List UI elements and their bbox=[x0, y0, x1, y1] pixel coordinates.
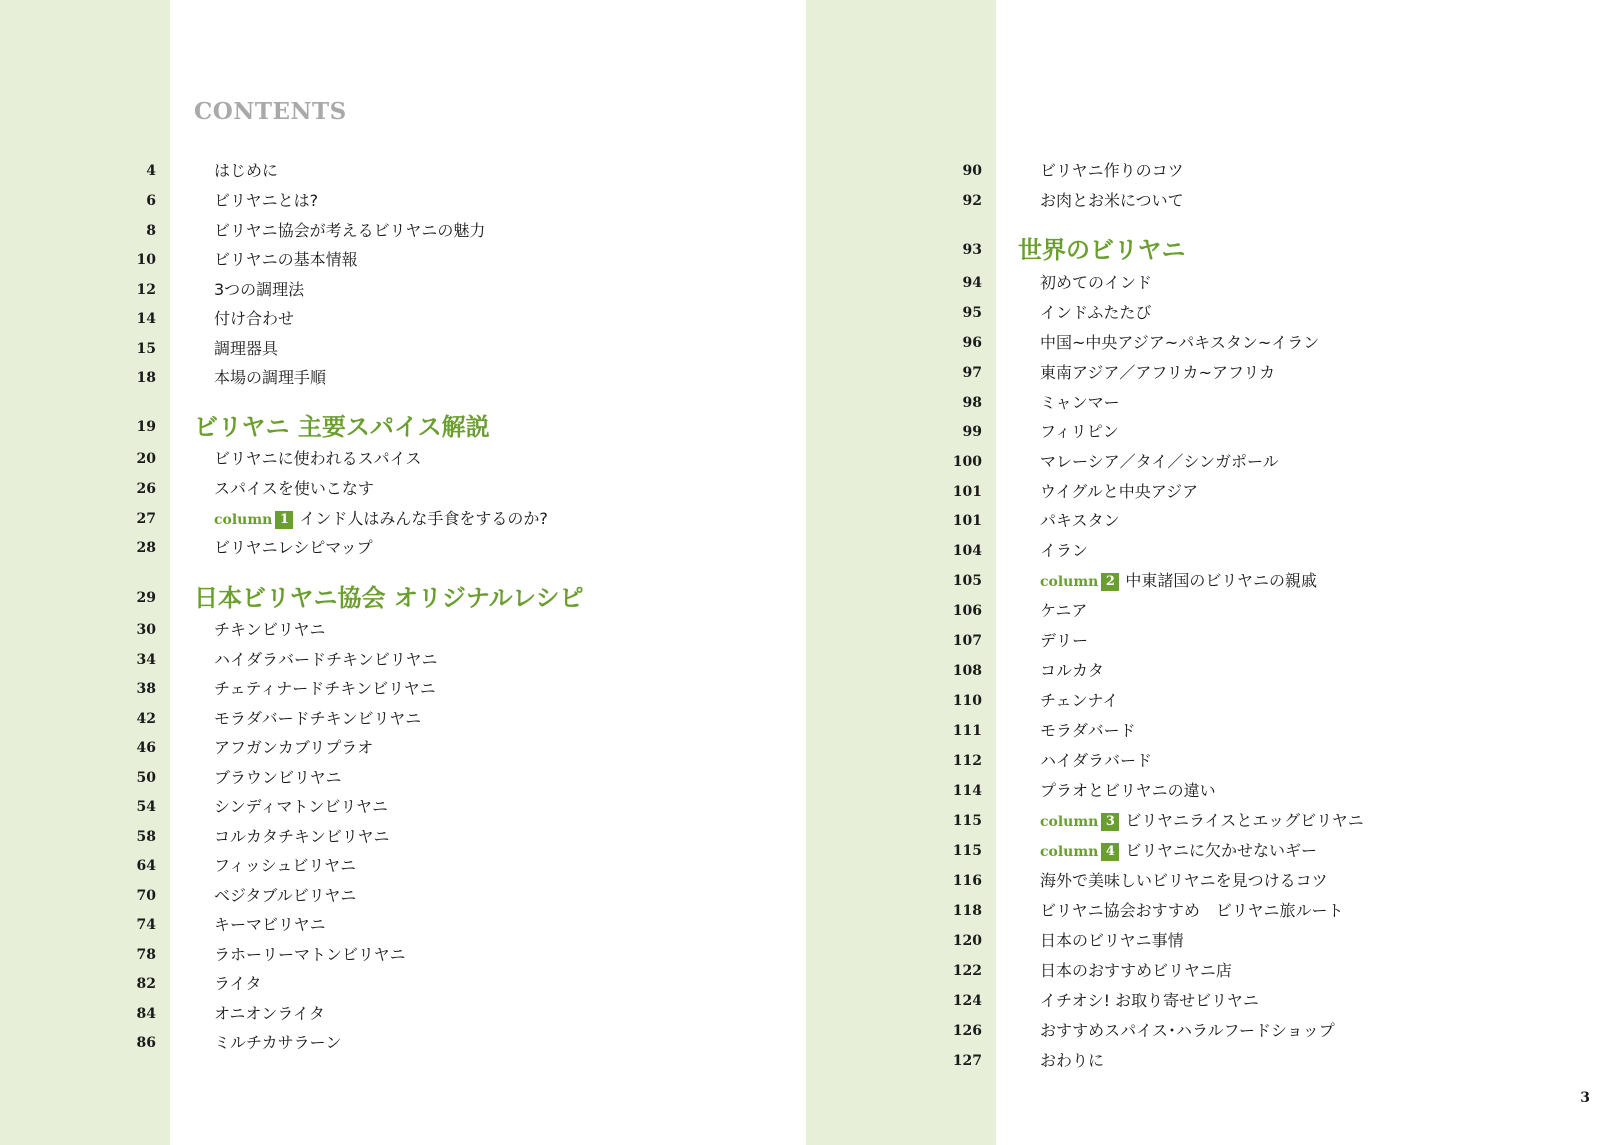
column-title: インド人はみんな手食をするのか? bbox=[299, 509, 548, 528]
toc-page-number: 92 bbox=[962, 193, 982, 209]
toc-entry[interactable] bbox=[0, 746, 1600, 776]
toc-page-number: 12 bbox=[136, 282, 156, 298]
toc-entry-label: モラダバードチキンビリヤニ bbox=[214, 709, 422, 728]
toc-entry[interactable] bbox=[0, 656, 1600, 686]
toc-page-number: 108 bbox=[952, 663, 982, 679]
toc-entry[interactable] bbox=[0, 806, 1600, 836]
toc-entry-label: ラホーリーマトンビリヤニ bbox=[214, 945, 406, 964]
toc-entry[interactable] bbox=[0, 156, 1600, 186]
toc-entry[interactable] bbox=[0, 956, 1600, 986]
toc-entry-label: フィリピン bbox=[1040, 422, 1119, 441]
toc-entry-label: コルカタチキンビリヤニ bbox=[214, 827, 390, 846]
toc-entry[interactable] bbox=[0, 716, 1600, 746]
toc-entry-label: チェティナードチキンビリヤニ bbox=[214, 679, 436, 698]
toc-page-number: 90 bbox=[962, 163, 982, 179]
toc-entry[interactable] bbox=[0, 328, 1600, 358]
toc-entry-label: シンディマトンビリヤニ bbox=[214, 797, 389, 816]
toc-entry-label: コルカタ bbox=[1040, 661, 1105, 680]
toc-entry-label: マレーシア／タイ／シンガポール bbox=[1040, 452, 1279, 471]
toc-page-number: 110 bbox=[952, 693, 982, 709]
toc-page-number: 116 bbox=[952, 873, 982, 889]
toc-page-number: 111 bbox=[952, 723, 982, 739]
toc-page-number: 64 bbox=[136, 858, 156, 874]
toc-page-number: 58 bbox=[136, 829, 156, 845]
toc-page-number: 10 bbox=[136, 252, 156, 268]
toc-page-number: 101 bbox=[952, 513, 982, 529]
toc-entry-label: デリー bbox=[1040, 631, 1089, 650]
toc-entry-label: チキンビリヤニ bbox=[214, 620, 326, 639]
toc-page-number: 82 bbox=[136, 976, 156, 992]
toc-entry-label: パキスタン bbox=[1040, 511, 1120, 530]
toc-entry-label: アフガンカブリプラオ bbox=[214, 738, 374, 757]
toc-page-number: 42 bbox=[136, 711, 156, 727]
toc-page-number: 4 bbox=[146, 163, 156, 179]
toc-entry-label: ビリヤニ作りのコツ bbox=[1040, 161, 1184, 180]
toc-entry[interactable] bbox=[0, 536, 1600, 566]
toc-page-number: 122 bbox=[952, 963, 982, 979]
column-number-badge: 4 bbox=[1101, 843, 1119, 861]
toc-page-number: 27 bbox=[136, 511, 156, 527]
toc-entry-label: 日本ビリヤニ協会 オリジナルレシピ bbox=[194, 583, 584, 612]
toc-page-number: 97 bbox=[962, 365, 982, 381]
toc-entry-label: 日本のビリヤニ事情 bbox=[1040, 931, 1184, 950]
toc-page-number: 50 bbox=[136, 770, 156, 786]
toc-page-number: 19 bbox=[136, 419, 156, 435]
toc-page-number: 28 bbox=[136, 540, 156, 556]
toc-page-number: 126 bbox=[952, 1023, 982, 1039]
toc-entry-label bbox=[1040, 566, 1317, 597]
toc-entry[interactable] bbox=[0, 477, 1600, 507]
toc-entry-label: 海外で美味しいビリヤニを見つけるコツ bbox=[1040, 871, 1328, 890]
toc-page-number: 70 bbox=[136, 888, 156, 904]
toc-entry[interactable] bbox=[0, 186, 1600, 216]
toc-entry-label: 調理器具 bbox=[214, 339, 279, 358]
toc-entry[interactable] bbox=[0, 776, 1600, 806]
toc-page-number: 96 bbox=[962, 335, 982, 351]
page-number: 3 bbox=[1580, 1090, 1590, 1106]
toc-page-number: 18 bbox=[136, 370, 156, 386]
toc-entry[interactable] bbox=[0, 686, 1600, 716]
toc-entry-label: おすすめスパイス･ハラルフードショップ bbox=[1040, 1021, 1335, 1040]
toc-page-number: 46 bbox=[136, 740, 156, 756]
toc-entry[interactable] bbox=[0, 268, 1600, 298]
toc-entry[interactable] bbox=[0, 1046, 1600, 1076]
toc-entry-label: インドふたたび bbox=[1040, 303, 1152, 322]
toc-entry-label: お肉とお米について bbox=[1040, 191, 1184, 210]
toc-page-number: 105 bbox=[952, 573, 982, 589]
toc-page-number: 29 bbox=[136, 590, 156, 606]
toc-entry[interactable] bbox=[0, 417, 1600, 447]
toc-page-number: 93 bbox=[962, 242, 982, 258]
toc-entry-label bbox=[1040, 806, 1364, 837]
column-tag-word: column bbox=[1040, 844, 1099, 860]
toc-page-number: 84 bbox=[136, 1006, 156, 1022]
column-title: ビリヤニに欠かせないギー bbox=[1125, 841, 1318, 860]
toc-entry-label: キーマビリヤニ bbox=[214, 915, 326, 934]
toc-entry-label: 本場の調理手順 bbox=[214, 368, 327, 387]
toc-entry-label: ハイダラバード bbox=[1040, 751, 1153, 770]
toc-entry-label: ビリヤニに使われるスパイス bbox=[214, 449, 422, 468]
toc-entry[interactable] bbox=[0, 506, 1600, 536]
toc-entry-label: ビリヤニレシピマップ bbox=[214, 538, 373, 557]
toc-page-number: 115 bbox=[952, 843, 982, 859]
toc-entry[interactable] bbox=[0, 298, 1600, 328]
toc-page-number: 54 bbox=[136, 799, 156, 815]
toc-entry-label: オニオンライタ bbox=[214, 1004, 325, 1023]
toc-page-number: 86 bbox=[136, 1035, 156, 1051]
toc-page-number: 15 bbox=[136, 341, 156, 357]
toc-entry-label: 中国~中央アジア~パキスタン~イラン bbox=[1040, 333, 1320, 352]
column-tag-word: column bbox=[214, 512, 273, 528]
column-title: ビリヤニライスとエッグビリヤニ bbox=[1125, 811, 1364, 830]
toc-entry-label: 3つの調理法 bbox=[214, 280, 305, 299]
toc-entry[interactable] bbox=[0, 986, 1600, 1016]
toc-entry-label: ブラウンビリヤニ bbox=[214, 768, 342, 787]
toc-entry-label: ビリヤニの基本情報 bbox=[214, 250, 358, 269]
toc-entry-label: フィッシュビリヤニ bbox=[214, 856, 357, 875]
column-number-badge: 1 bbox=[275, 511, 293, 529]
toc-entry-label: 付け合わせ bbox=[214, 309, 295, 328]
toc-page-number: 99 bbox=[962, 424, 982, 440]
toc-entry-label: ベジタブルビリヤニ bbox=[214, 886, 357, 905]
toc-entry-label: モラダバード bbox=[1040, 721, 1136, 740]
toc-entry[interactable] bbox=[0, 358, 1600, 388]
toc-page-number: 115 bbox=[952, 813, 982, 829]
column-number-badge: 2 bbox=[1101, 573, 1119, 591]
toc-page-number: 34 bbox=[136, 652, 156, 668]
toc-entry[interactable] bbox=[0, 866, 1600, 896]
toc-page-number: 100 bbox=[952, 454, 982, 470]
column-number-badge: 3 bbox=[1101, 813, 1119, 831]
toc-entry[interactable] bbox=[0, 566, 1600, 596]
toc-entry-label: イラン bbox=[1040, 541, 1089, 560]
toc-section-heading[interactable] bbox=[0, 235, 1600, 265]
toc-page-number: 118 bbox=[952, 903, 982, 919]
toc-page-number: 95 bbox=[962, 305, 982, 321]
toc-entry[interactable] bbox=[0, 896, 1600, 926]
toc-entry[interactable] bbox=[0, 388, 1600, 418]
toc-entry-label: イチオシ! お取り寄せビリヤニ bbox=[1040, 991, 1259, 1010]
toc-page-number: 124 bbox=[952, 993, 982, 1009]
toc-entry-label: チェンナイ bbox=[1040, 691, 1119, 710]
toc-entry-label: ウイグルと中央アジア bbox=[1040, 482, 1199, 501]
column-title: 中東諸国のビリヤニの親戚 bbox=[1125, 571, 1318, 590]
toc-entry-label: ビリヤニ協会が考えるビリヤニの魅力 bbox=[214, 221, 486, 240]
toc-entry-label: ビリヤニとは? bbox=[214, 191, 319, 210]
toc-page-number: 94 bbox=[962, 275, 982, 291]
contents-heading: CONTENTS bbox=[194, 98, 347, 125]
toc-page-number: 14 bbox=[136, 311, 156, 327]
toc-entry-label: ミャンマー bbox=[1040, 393, 1120, 412]
toc-entry-label: おわりに bbox=[1040, 1051, 1105, 1070]
toc-entry-label: 初めてのインド bbox=[1040, 273, 1153, 292]
column-tag-word: column bbox=[1040, 574, 1099, 590]
toc-entry-label: スパイスを使いこなす bbox=[214, 479, 374, 498]
toc-page-number: 74 bbox=[136, 917, 156, 933]
toc-page-number: 120 bbox=[952, 933, 982, 949]
toc-entry-label: はじめに bbox=[214, 161, 279, 180]
toc-page-number: 8 bbox=[146, 223, 156, 239]
toc-page-number: 26 bbox=[136, 481, 156, 497]
toc-page-number: 20 bbox=[136, 451, 156, 467]
toc-entry-label: ケニア bbox=[1040, 601, 1088, 620]
toc-entry[interactable] bbox=[0, 926, 1600, 956]
toc-page-number: 101 bbox=[952, 484, 982, 500]
toc-page-number: 6 bbox=[146, 193, 156, 209]
toc-entry-label: 東南アジア／アフリカ~アフリカ bbox=[1040, 363, 1276, 382]
toc-page-number: 104 bbox=[952, 543, 982, 559]
toc-entry-label: ビリヤニ協会おすすめ ビリヤニ旅ルート bbox=[1040, 901, 1344, 920]
toc-entry[interactable] bbox=[0, 836, 1600, 866]
toc-entry-label: プラオとビリヤニの違い bbox=[1040, 781, 1216, 800]
toc-entry-label bbox=[1040, 836, 1317, 867]
toc-page-number: 98 bbox=[962, 395, 982, 411]
toc-page-number: 107 bbox=[952, 633, 982, 649]
toc-entry-label: ミルチカサラーン bbox=[214, 1033, 342, 1052]
toc-entry[interactable] bbox=[0, 1016, 1600, 1046]
toc-page-number: 114 bbox=[952, 783, 982, 799]
column-tag-word: column bbox=[1040, 814, 1099, 830]
toc-page-number: 106 bbox=[952, 603, 982, 619]
toc-entry-label: ハイダラバードチキンビリヤニ bbox=[214, 650, 438, 669]
toc-entry-label: ライタ bbox=[214, 974, 262, 993]
toc-page-number: 112 bbox=[952, 753, 982, 769]
toc-page-number: 30 bbox=[136, 622, 156, 638]
toc-page-number: 127 bbox=[952, 1053, 982, 1069]
toc-page-number: 38 bbox=[136, 681, 156, 697]
toc-entry-label: 世界のビリヤニ bbox=[1018, 235, 1186, 264]
toc-entry-label: 日本のおすすめビリヤニ店 bbox=[1040, 961, 1232, 980]
toc-entry[interactable] bbox=[0, 447, 1600, 477]
toc-entry[interactable] bbox=[0, 596, 1600, 626]
toc-entry-label: ビリヤニ 主要スパイス解説 bbox=[194, 412, 490, 441]
toc-entry[interactable] bbox=[0, 626, 1600, 656]
toc-page-number: 78 bbox=[136, 947, 156, 963]
